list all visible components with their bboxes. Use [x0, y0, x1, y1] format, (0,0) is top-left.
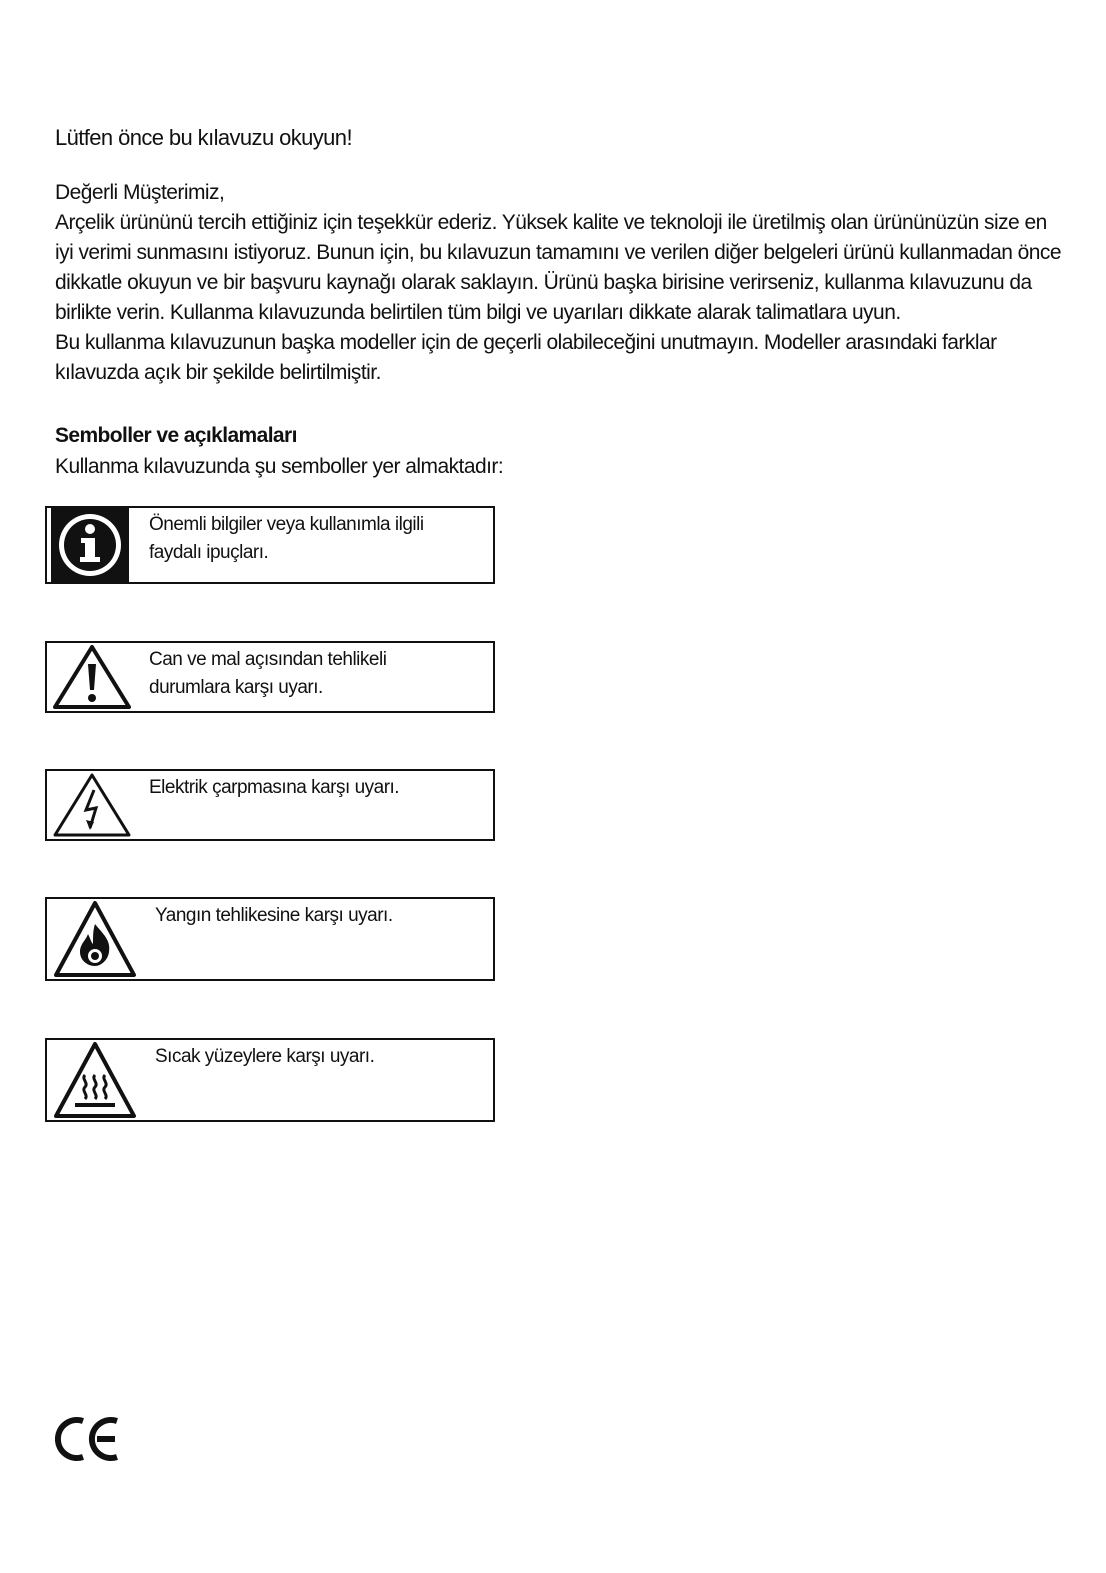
- symbol-row-info: [45, 506, 495, 584]
- intro-text: [55, 178, 1065, 388]
- intro-paragraph-2: Bu kullanma kılavuzunun başka modeller için de geçerli olabileceğini unutmayın. Modeller arasındaki farklar kılavuzda açık bir şekilde belirtilmiştir.: [55, 331, 997, 384]
- symbol-text-fire: Yangın tehlikesine karşı uyarı.: [155, 905, 393, 926]
- hot-surface-icon: [47, 1040, 143, 1120]
- electric-shock-icon: [47, 771, 137, 839]
- info-icon: [47, 508, 133, 582]
- symbol-text-hot-surface: Sıcak yüzeylere karşı uyarı.: [155, 1046, 375, 1067]
- symbols-intro: Kullanma kılavuzunda şu semboller yer almaktadır:: [55, 455, 504, 478]
- symbol-text-warning: Can ve mal açısından tehlikeli durumlara karşı uyarı.: [149, 649, 387, 698]
- symbol-row-hot-surface: [45, 1038, 495, 1122]
- symbols-title: Semboller ve açıklamaları: [55, 424, 297, 447]
- symbol-text-electric: Elektrik çarpmasına karşı uyarı.: [149, 777, 400, 798]
- symbol-row-electric: [45, 769, 495, 841]
- symbol-row-fire: [45, 897, 495, 981]
- warning-icon: [47, 643, 137, 711]
- greeting: Değerli Müşterimiz,: [55, 181, 225, 204]
- symbol-row-warning: [45, 641, 495, 713]
- fire-hazard-icon: [47, 899, 143, 979]
- intro-paragraph-1: Arçelik ürününü tercih ettiğiniz için teşekkür ederiz. Yüksek kalite ve teknoloji ile üretilmiş olan ürününüzün size en iyi verimi sunmasını istiyoruz. Bunun için, bu kılavuzun tamamını ve verilen diğer belgeleri ürünü kullanmadan önce dikkatle okuyun ve bir başvuru kaynağı olarak saklayın. Ürünü başka birisine verirseniz, kullanma kılavuzunu da birlikte verin. Kullanma kılavuzunda belirtilen tüm bilgi ve uyarıları dikkate alarak talimatlara uyun.: [55, 211, 1061, 324]
- ce-mark-logo: [55, 1415, 121, 1463]
- page-heading: Lütfen önce bu kılavuzu okuyun!: [55, 125, 352, 150]
- symbol-text-info: Önemli bilgiler veya kullanımla ilgili faydalı ipuçları.: [149, 514, 424, 563]
